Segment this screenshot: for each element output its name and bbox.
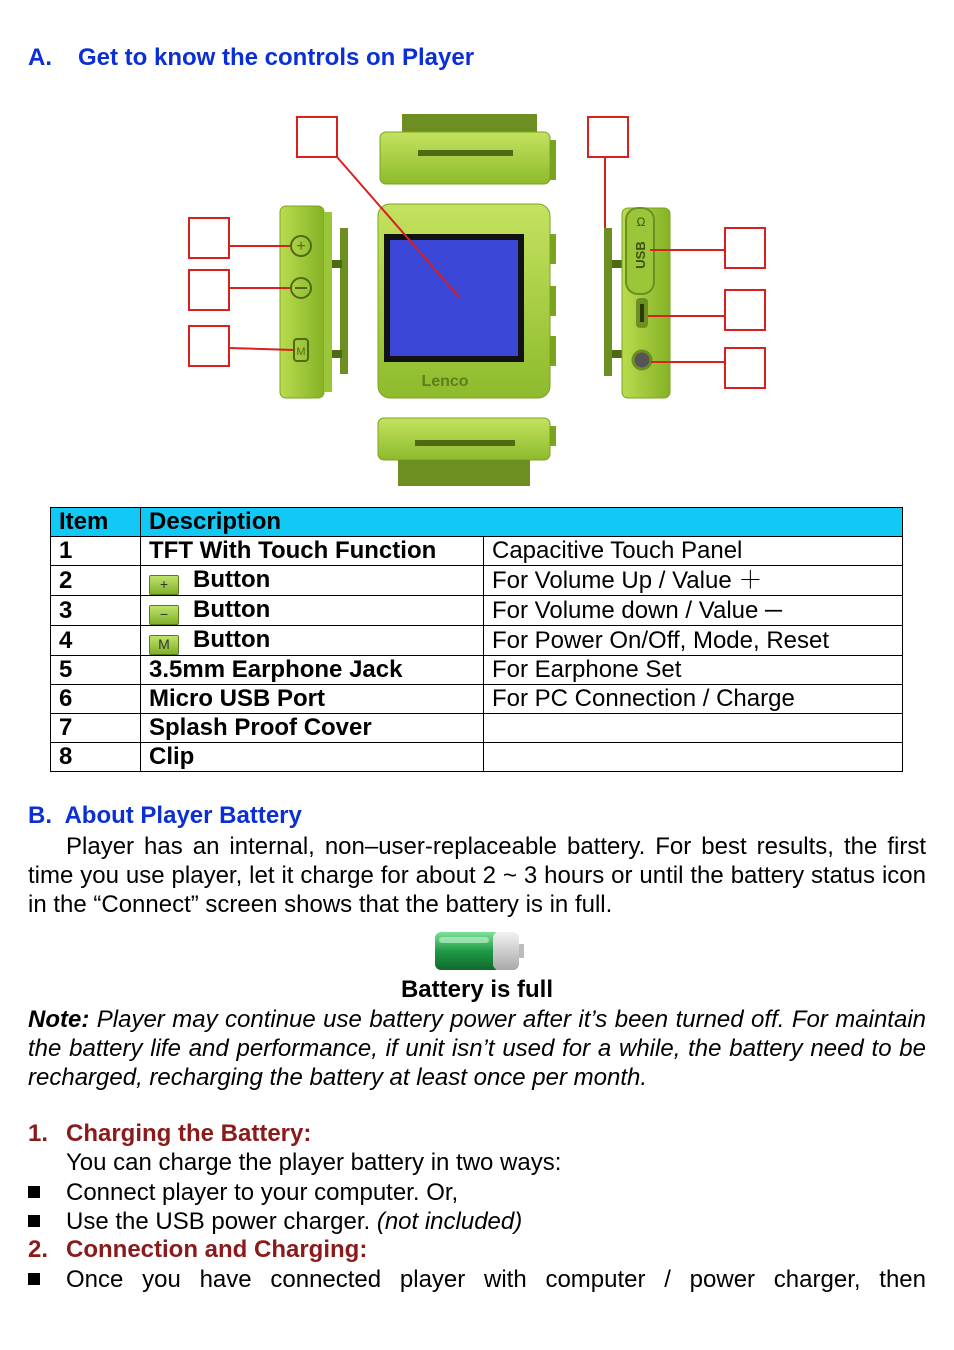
callout-box-8 bbox=[588, 117, 628, 157]
row-item: 1 bbox=[51, 537, 141, 566]
callout-box-5 bbox=[725, 348, 765, 388]
bullet-text: Use the USB power charger. bbox=[66, 1208, 371, 1235]
section-a-heading bbox=[28, 44, 474, 72]
device-top-view bbox=[380, 114, 556, 184]
bullet-text: Connect player to your computer. Or, bbox=[66, 1179, 459, 1206]
row-name: 3.5mm Earphone Jack bbox=[141, 656, 484, 685]
row-name bbox=[141, 626, 484, 656]
plus-button-icon: + bbox=[149, 575, 179, 595]
charging-num: 1. bbox=[28, 1120, 49, 1147]
row-name bbox=[141, 566, 484, 596]
note-label: Note: bbox=[28, 1006, 90, 1033]
row-desc: For PC Connection / Charge bbox=[484, 685, 903, 714]
row-name-text: Button bbox=[193, 596, 271, 623]
table-row bbox=[51, 743, 903, 772]
tft-screen bbox=[390, 240, 518, 356]
mode-button-icon: M bbox=[149, 635, 179, 655]
bullet-square-icon bbox=[28, 1186, 40, 1198]
bullet-text: Once you have connected player with computer / power charger, then bbox=[66, 1266, 926, 1293]
row-name-text: Button bbox=[193, 566, 271, 593]
battery-paragraph: Player has an internal, non–user-replaceable battery. For best results, the first time you use player, let it charge for about 2 ~ 3 hours or until the battery status icon in the “Connect” screen shows that the battery is in full. bbox=[28, 833, 926, 918]
section-b-heading bbox=[28, 802, 302, 830]
connection-num: 2. bbox=[28, 1236, 49, 1263]
table-header-row bbox=[51, 508, 903, 537]
section-b-letter: B. bbox=[28, 802, 52, 829]
section-a-title: Get to know the controls on Player bbox=[78, 44, 475, 71]
table-row bbox=[51, 685, 903, 714]
player-controls-diagram bbox=[0, 100, 954, 500]
svg-text:+: + bbox=[296, 238, 306, 255]
table-row bbox=[51, 656, 903, 685]
row-desc bbox=[484, 714, 903, 743]
connection-title: Connection and Charging: bbox=[66, 1236, 368, 1263]
row-name: Micro USB Port bbox=[141, 685, 484, 714]
row-desc: For Volume Up / Value ＋ bbox=[484, 566, 903, 596]
minus-button-icon: − bbox=[149, 605, 179, 625]
callout-box-4 bbox=[189, 326, 229, 366]
device-bottom-view bbox=[378, 418, 556, 486]
row-item: 5 bbox=[51, 656, 141, 685]
callout-box-3 bbox=[189, 270, 229, 310]
brand-logo: Lenco bbox=[421, 373, 469, 390]
callout-box-6 bbox=[725, 290, 765, 330]
connection-heading bbox=[28, 1236, 367, 1264]
section-b-title: About Player Battery bbox=[64, 802, 302, 829]
section-a-letter: A. bbox=[28, 44, 52, 71]
controls-table bbox=[50, 507, 903, 772]
charging-heading bbox=[28, 1120, 311, 1148]
device-left-view bbox=[280, 206, 348, 398]
table-row bbox=[51, 714, 903, 743]
row-desc: For Volume down / Value ─ bbox=[484, 596, 903, 626]
row-item: 2 bbox=[51, 566, 141, 596]
usb-label: USB bbox=[633, 241, 648, 269]
row-desc: Capacitive Touch Panel bbox=[484, 537, 903, 566]
bullet-square-icon bbox=[28, 1215, 40, 1227]
row-desc bbox=[484, 743, 903, 772]
table-row bbox=[51, 537, 903, 566]
row-name: Splash Proof Cover bbox=[141, 714, 484, 743]
row-name-text: Button bbox=[193, 626, 271, 653]
battery-full-icon bbox=[433, 928, 525, 974]
row-name bbox=[141, 596, 484, 626]
battery-caption: Battery is full bbox=[400, 976, 554, 1003]
bullet-note: (not included) bbox=[376, 1208, 523, 1235]
connection-bullet-1 bbox=[28, 1265, 926, 1294]
row-item: 7 bbox=[51, 714, 141, 743]
row-item: 6 bbox=[51, 685, 141, 714]
charging-title: Charging the Battery: bbox=[66, 1120, 312, 1147]
charging-bullet-1 bbox=[28, 1178, 926, 1207]
row-desc: For Power On/Off, Mode, Reset bbox=[484, 626, 903, 656]
row-item: 3 bbox=[51, 596, 141, 626]
charging-bullet-2 bbox=[28, 1207, 926, 1236]
row-name: TFT With Touch Function bbox=[141, 537, 484, 566]
table-row bbox=[51, 596, 903, 626]
battery-note bbox=[28, 1005, 926, 1092]
note-text: Player may continue use battery power after it’s been turned off. For maintain the battery life and performance, if unit isn’t used for a while, the battery need to be recharged, recharging the battery at least once per month. bbox=[28, 1006, 926, 1091]
callout-box-7 bbox=[725, 228, 765, 268]
table-row bbox=[51, 626, 903, 656]
headphone-icon: Ω bbox=[636, 215, 646, 229]
row-item: 4 bbox=[51, 626, 141, 656]
callout-box-2 bbox=[189, 218, 229, 258]
svg-text:M: M bbox=[296, 346, 306, 358]
charging-intro: You can charge the player battery in two ways: bbox=[66, 1149, 562, 1176]
bullet-square-icon bbox=[28, 1273, 40, 1285]
row-name: Clip bbox=[141, 743, 484, 772]
earphone-jack bbox=[633, 351, 651, 369]
callout-box-1 bbox=[297, 117, 337, 157]
row-desc: For Earphone Set bbox=[484, 656, 903, 685]
device-right-view bbox=[604, 208, 670, 398]
header-description: Description bbox=[141, 508, 903, 537]
table-row bbox=[51, 566, 903, 596]
header-item: Item bbox=[51, 508, 141, 537]
row-item: 8 bbox=[51, 743, 141, 772]
